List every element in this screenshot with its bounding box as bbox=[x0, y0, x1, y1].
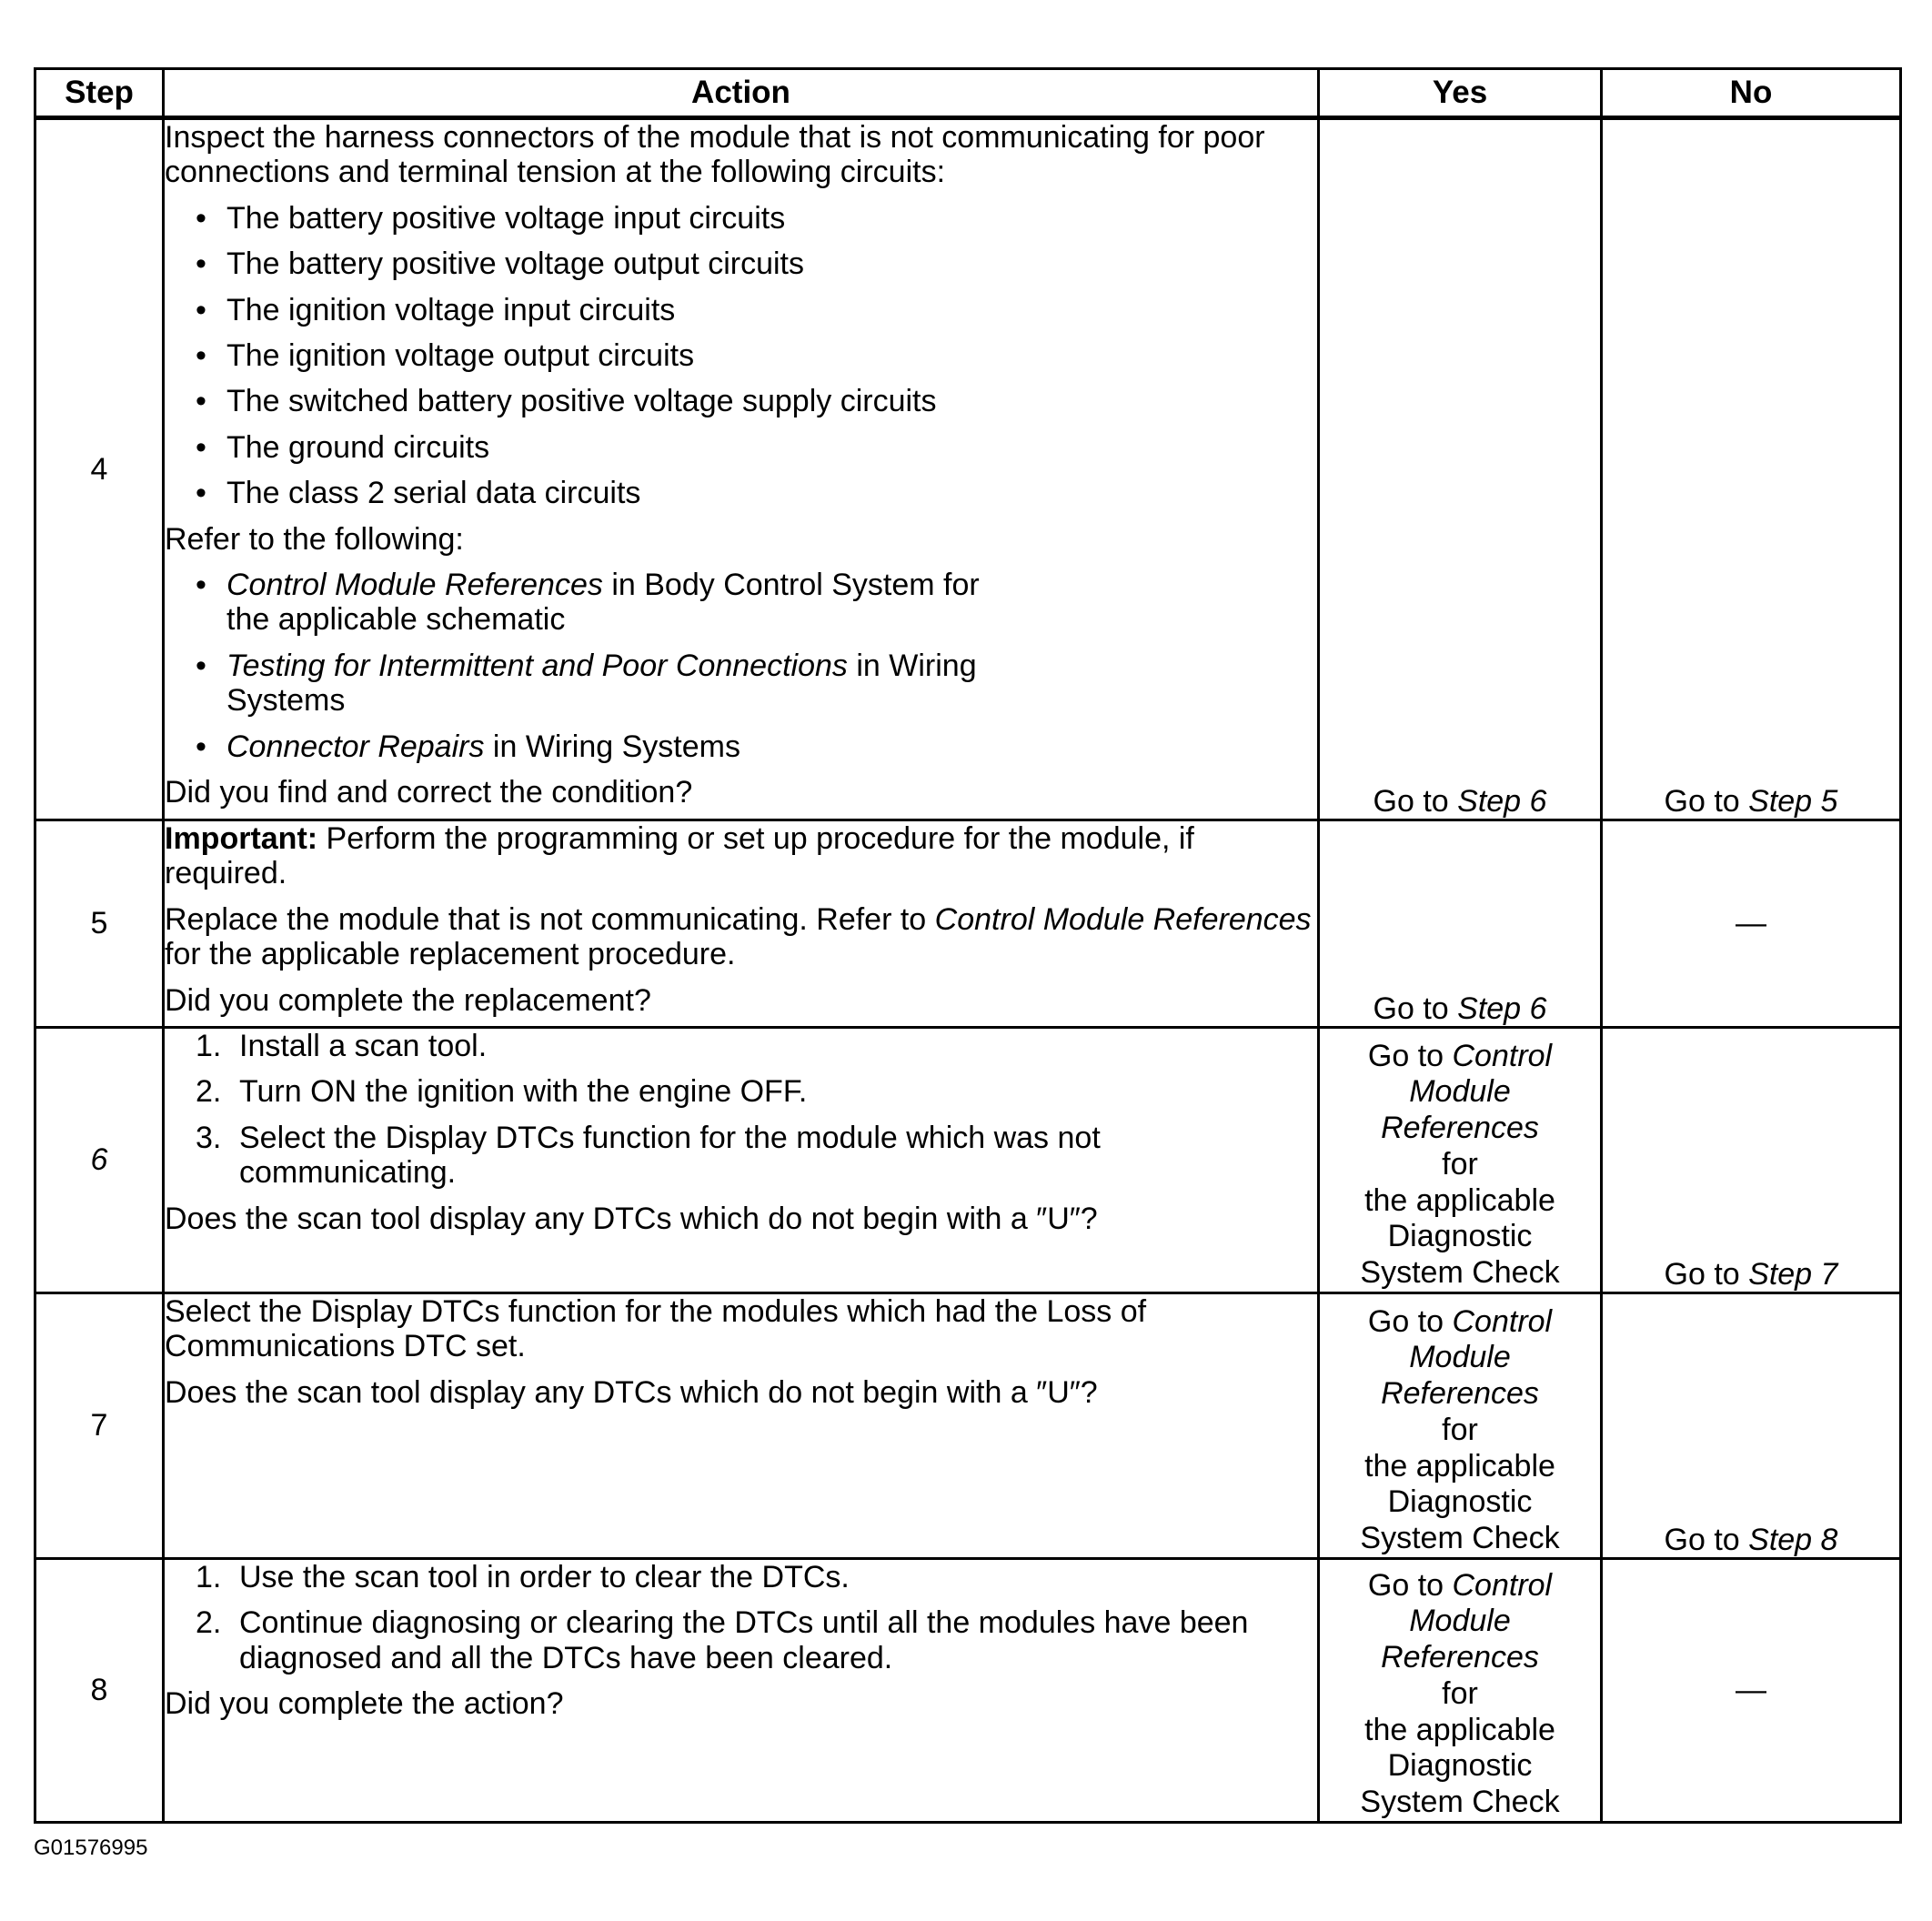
no-cell: Go to Step 7 bbox=[1602, 1028, 1901, 1293]
no-step-link[interactable]: Step 5 bbox=[1748, 783, 1838, 819]
yes-ref-link[interactable]: Control bbox=[1452, 1038, 1553, 1073]
refer-label: Refer to the following: bbox=[165, 521, 464, 557]
list-item: 2. Continue diagnosing or clearing the DTCs until all the modules have been diagnosed and all the DTCs have been cleared. bbox=[196, 1605, 1249, 1675]
step-number: 6 bbox=[35, 1028, 164, 1293]
list-item: • The switched battery positive voltage supply circuits bbox=[196, 384, 1317, 418]
action-cell bbox=[164, 1028, 1319, 1293]
reference-item: • Testing for Intermittent and Poor Connections in Wiring Systems bbox=[196, 649, 1027, 719]
table-row-step-5 bbox=[35, 820, 1901, 1028]
yes-cell: Go to Step 6 bbox=[1319, 820, 1602, 1028]
no-cell bbox=[1602, 820, 1901, 1028]
header-action: Action bbox=[164, 69, 1319, 118]
no-step-link[interactable]: Step 8 bbox=[1748, 1522, 1838, 1557]
yes-ref-link[interactable]: Control bbox=[1452, 1567, 1553, 1603]
action-question: Did you find and correct the condition? bbox=[165, 775, 693, 810]
reference-list bbox=[165, 568, 1317, 764]
step-number: 7 bbox=[35, 1293, 164, 1559]
step-number: 4 bbox=[35, 118, 164, 820]
list-item: • The battery positive voltage output circuits bbox=[196, 246, 1317, 281]
yes-step-link[interactable]: Step 6 bbox=[1457, 783, 1547, 819]
action-cell bbox=[164, 1559, 1319, 1823]
list-item: • The ignition voltage output circuits bbox=[196, 338, 1317, 373]
yes-cell: Go to Control Module References for the applicable Diagnostic System Check bbox=[1319, 1559, 1602, 1823]
no-step-link[interactable]: Step 7 bbox=[1748, 1256, 1838, 1292]
action-question: Does the scan tool display any DTCs which do not begin with a ″U″? bbox=[165, 1374, 1098, 1410]
reference-item: • Connector Repairs in Wiring Systems bbox=[196, 729, 1027, 764]
no-dash: — bbox=[1736, 1673, 1766, 1708]
step-number: 5 bbox=[35, 820, 164, 1028]
action-text: Select the Display DTCs function for the modules which had the Loss of Communications DTC set. bbox=[165, 1294, 1147, 1364]
action-cell bbox=[164, 1293, 1319, 1559]
list-item: 2. Turn ON the ignition with the engine OFF. bbox=[196, 1074, 808, 1110]
table-row-step-6 bbox=[35, 1028, 1901, 1293]
figure-id: G01576995 bbox=[34, 1836, 148, 1860]
action-question: Does the scan tool display any DTCs which do not begin with a ″U″? bbox=[165, 1201, 1098, 1236]
header-yes: Yes bbox=[1319, 69, 1602, 118]
no-dash: — bbox=[1736, 906, 1766, 941]
action-cell bbox=[164, 820, 1319, 1028]
reference-link[interactable]: Testing for Intermittent and Poor Connections bbox=[226, 648, 848, 683]
yes-cell: Go to Step 6 bbox=[1319, 118, 1602, 820]
table-header-row bbox=[35, 69, 1901, 118]
yes-step-link[interactable]: Step 6 bbox=[1457, 991, 1547, 1026]
numbered-steps bbox=[165, 1029, 1317, 1191]
header-no: No bbox=[1602, 69, 1901, 118]
action-question: Did you complete the replacement? bbox=[165, 982, 651, 1018]
table-row-step-4 bbox=[35, 118, 1901, 820]
list-item: 3. Select the Display DTCs function for the module which was not communicating. bbox=[196, 1120, 1101, 1191]
action-question: Did you complete the action? bbox=[165, 1686, 564, 1722]
reference-link[interactable]: Control Module References bbox=[226, 568, 603, 603]
list-item: 1. Install a scan tool. bbox=[196, 1029, 488, 1063]
circuit-list bbox=[165, 201, 1317, 511]
no-cell: Go to Step 8 bbox=[1602, 1293, 1901, 1559]
no-cell: Go to Step 5 bbox=[1602, 118, 1901, 820]
list-item: • The ignition voltage input circuits bbox=[196, 293, 1317, 327]
table-row-step-8 bbox=[35, 1559, 1901, 1823]
list-item: • The class 2 serial data circuits bbox=[196, 476, 1317, 510]
yes-cell: Go to Control Module References for the applicable Diagnostic System Check bbox=[1319, 1293, 1602, 1559]
table-row-step-7 bbox=[35, 1293, 1901, 1559]
list-item: 1. Use the scan tool in order to clear the DTCs. bbox=[196, 1560, 850, 1594]
replace-instruction: Replace the module that is not communicating. Refer to Control Module References for the applicable replacement procedure. bbox=[165, 901, 1312, 972]
action-cell bbox=[164, 118, 1319, 820]
reference-link[interactable]: Control Module References bbox=[934, 901, 1312, 937]
header-step: Step bbox=[35, 69, 164, 118]
reference-link[interactable]: Connector Repairs bbox=[226, 729, 485, 764]
numbered-steps bbox=[165, 1560, 1317, 1675]
list-item: • The ground circuits bbox=[196, 430, 1317, 465]
diagnostic-table bbox=[34, 67, 1902, 1824]
important-note: Important: Perform the programming or set up procedure for the module, if required. bbox=[165, 821, 1194, 891]
no-cell bbox=[1602, 1559, 1901, 1823]
list-item: • The battery positive voltage input circuits bbox=[196, 201, 1317, 236]
action-intro: Inspect the harness connectors of the module that is not communicating for poor connections and terminal tension at the following circuits: bbox=[165, 120, 1265, 190]
yes-ref-link[interactable]: Control bbox=[1452, 1303, 1553, 1339]
yes-cell: Go to Control Module References for the applicable Diagnostic System Check bbox=[1319, 1028, 1602, 1293]
reference-item: • Control Module References in Body Control System for the applicable schematic bbox=[196, 568, 1027, 638]
step-number: 8 bbox=[35, 1559, 164, 1823]
